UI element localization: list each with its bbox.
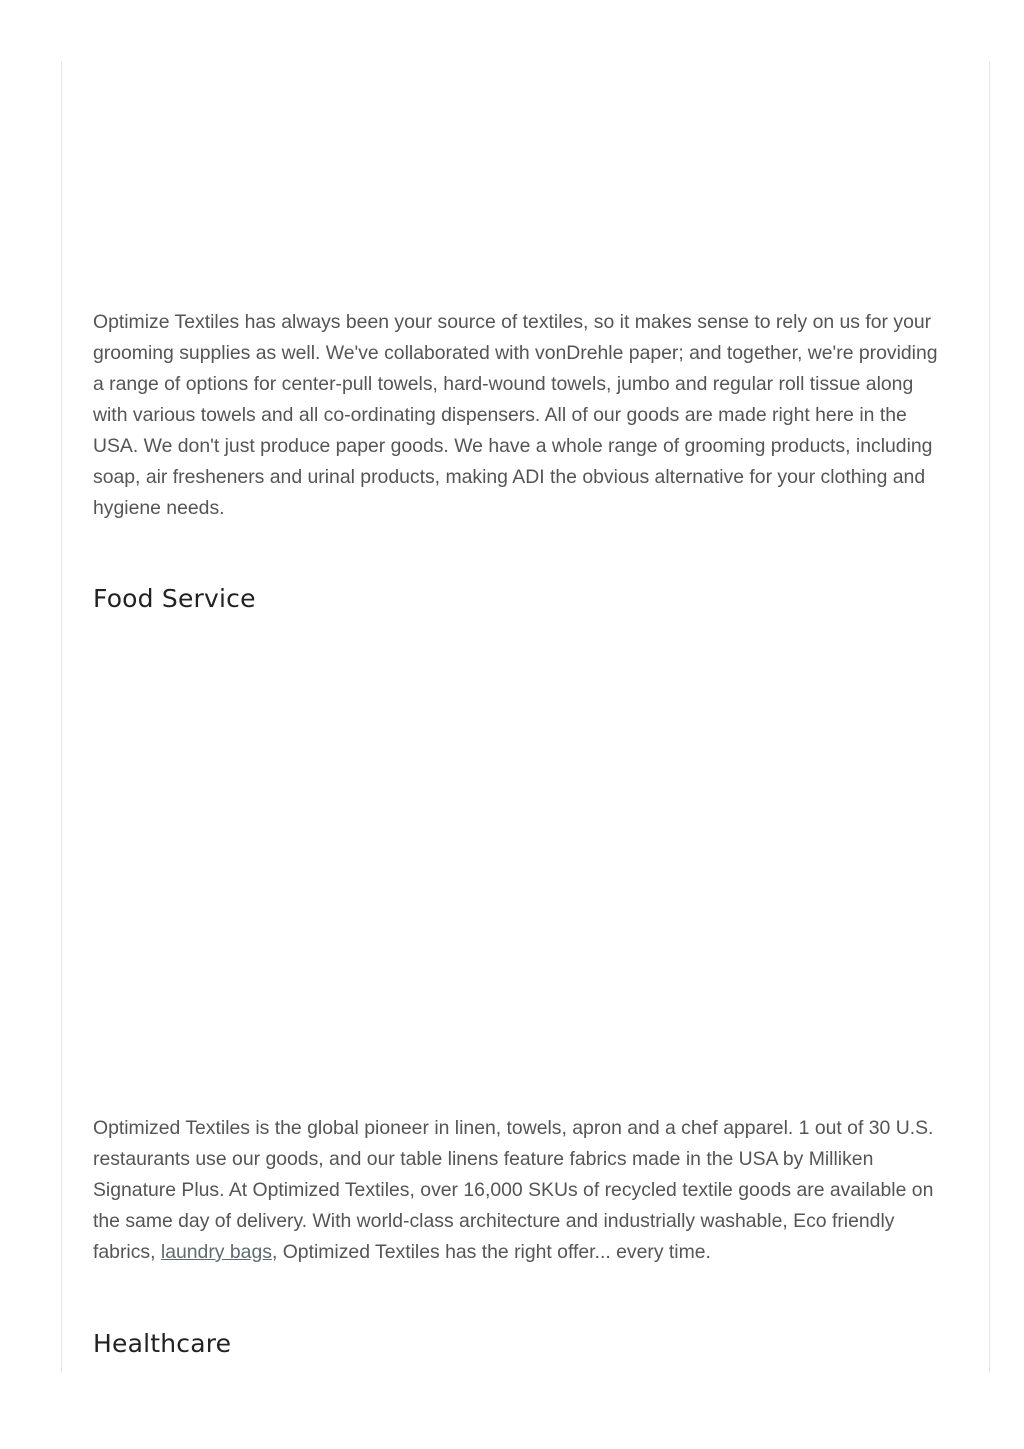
- food-service-paragraph: [93, 1113, 953, 1268]
- food-service-heading: Food Service: [93, 584, 256, 613]
- laundry-bags-link[interactable]: laundry bags: [160, 1241, 272, 1263]
- healthcare-heading-wrap: [93, 1329, 953, 1358]
- healthcare-heading: Healthcare: [93, 1329, 232, 1358]
- grooming-image: [93, 70, 953, 290]
- food-service-text-before-link: Optimized Textiles is the global pioneer in linen, towels, apron and a chef apparel. 1 out of 30 U.S. restaurants use our goods, and our table linens feature fabrics made in the USA by Milliken Signature Plus. At Optimized Textiles, over 16,000 SKUs of recycled textile goods are available on the same day of delivery. With world-class architecture and industrially washable, Eco friendly fabrics,: [93, 1117, 934, 1263]
- grooming-paragraph: Optimize Textiles has always been your source of textiles, so it makes sense to rely on us for your grooming supplies as well. We've collaborated with vonDrehle paper; and together, we're providing a range of options for center-pull towels, hard-wound towels, jumbo and regular roll tissue along with various towels and all co-ordinating dispensers. All of our goods are made right here in the USA. We don't just produce paper goods. We have a whole range of grooming products, including soap, air fresheners and urinal products, making ADI the obvious alternative for your clothing and hygiene needs.: [93, 311, 938, 519]
- food-service-section: [93, 1113, 953, 1268]
- grooming-section: [93, 307, 953, 524]
- food-service-text-after-link: , Optimized Textiles has the right offer... every time.: [271, 1241, 711, 1263]
- food-service-heading-wrap: [93, 584, 953, 613]
- food-service-image: [93, 640, 953, 1100]
